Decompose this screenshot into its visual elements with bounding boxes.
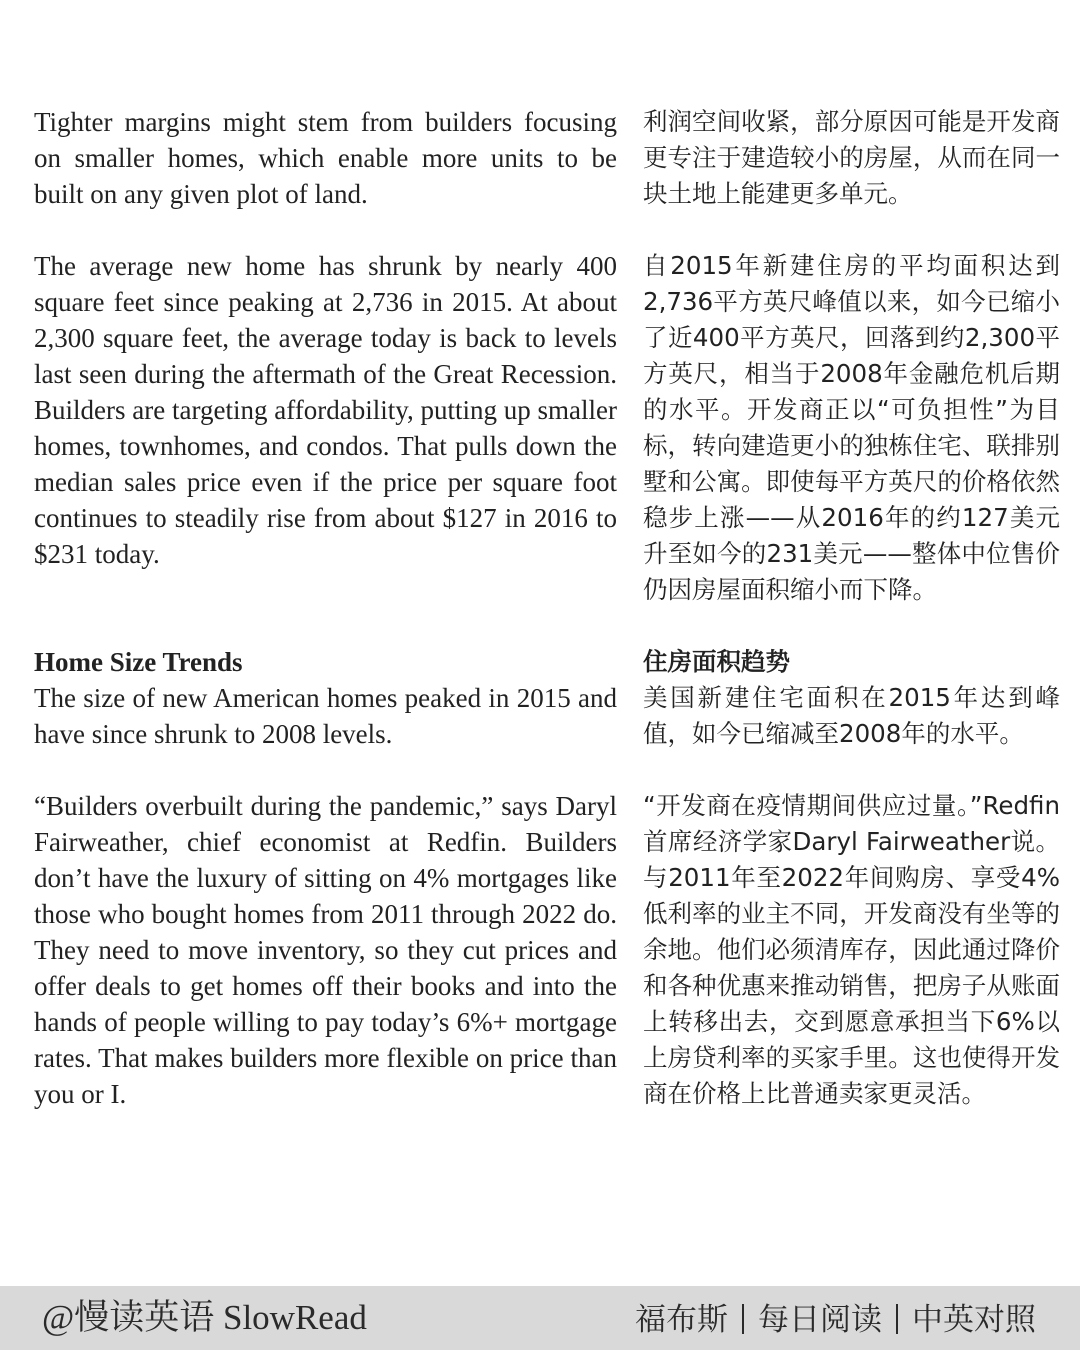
chinese-paragraph-1: 利润空间收紧，部分原因可能是开发商更专注于建造较小的房屋，从而在同一块土地上能建更多单元。 [643, 107, 1060, 208]
chinese-paragraph-4: “开发商在疫情期间供应过量。”Redfin首席经济学家Daryl Fairweather说。与2011年至2022年间购房、享受4%低利率的业主不同，开发商没有坐等的余地。他们必须清库存，因此通过降价和各种优惠来推动销售，把房子从账面上转移出去，交到愿意承担当下6%以上房贷利率的买家手里。这也使得开发商在价格上比普通卖家更灵活。 [643, 791, 1060, 1108]
chinese-paragraph-3: 美国新建住宅面积在2015年达到峰值，如今已缩减至2008年的水平。 [643, 683, 1060, 748]
source-label: 福布斯 [635, 1302, 728, 1338]
article-body [34, 104, 1060, 1112]
english-paragraph-3: The size of new American homes peaked in 2015 and have since shrunk to 2008 levels. [34, 683, 617, 749]
english-section-block [34, 644, 617, 752]
english-paragraph-1: Tighter margins might stem from builders focusing on smaller homes, which enable more units to be built on any given plot of land. [34, 107, 617, 209]
divider [742, 1304, 744, 1334]
english-paragraph-4: “Builders overbuilt during the pandemic,” says Daryl Fairweather, chief economist at Redfin. Builders don’t have the luxury of sitting on 4% mortgages like those who bought homes from 2011 through 2022 do. They need to move inventory, so they cut prices and offer deals to get homes off their books and into the hands of people willing to pay today’s 6%+ mortgage rates. That makes builders more flexible on price than you or I. [34, 791, 617, 1109]
footer-tags [635, 1298, 1036, 1342]
divider [896, 1304, 898, 1334]
chinese-section-block [643, 644, 1060, 752]
chinese-paragraph-2: 自2015年新建住房的平均面积达到2,736平方英尺峰值以来，如今已缩小了近400平方英尺，回落到约2,300平方英尺，相当于2008年金融危机后期的水平。开发商正以“可负担性”为目标，转向建造更小的独栋住宅、联排别墅和公寓。即使每平方英尺的价格依然稳步上涨——从2016年的约127美元升至如今的231美元——整体中位售价仍因房屋面积缩小而下降。 [643, 251, 1060, 604]
footer-bar [0, 1286, 1080, 1350]
paragraph-row-4 [34, 788, 1060, 1112]
english-section-heading: Home Size Trends [34, 647, 243, 677]
english-paragraph-2: The average new home has shrunk by nearly 400 square feet since peaking at 2,736 in 2015. At about 2,300 square feet, the average today is back to levels last seen during the aftermath of the Great Recession. Builders are targeting affordability, putting up smaller homes, townhomes, and condos. That pulls down the median sales price even if the price per square foot continues to steadily rise from about $127 in 2016 to $231 today. [34, 251, 617, 569]
chinese-section-heading: 住房面积趋势 [643, 647, 790, 676]
account-handle: @慢读英语 SlowRead [42, 1298, 367, 1337]
paragraph-row-2 [34, 248, 1060, 608]
section-label: 每日阅读 [758, 1302, 882, 1338]
mode-label: 中英对照 [912, 1302, 1036, 1338]
paragraph-row-3 [34, 644, 1060, 752]
paragraph-row-1 [34, 104, 1060, 212]
